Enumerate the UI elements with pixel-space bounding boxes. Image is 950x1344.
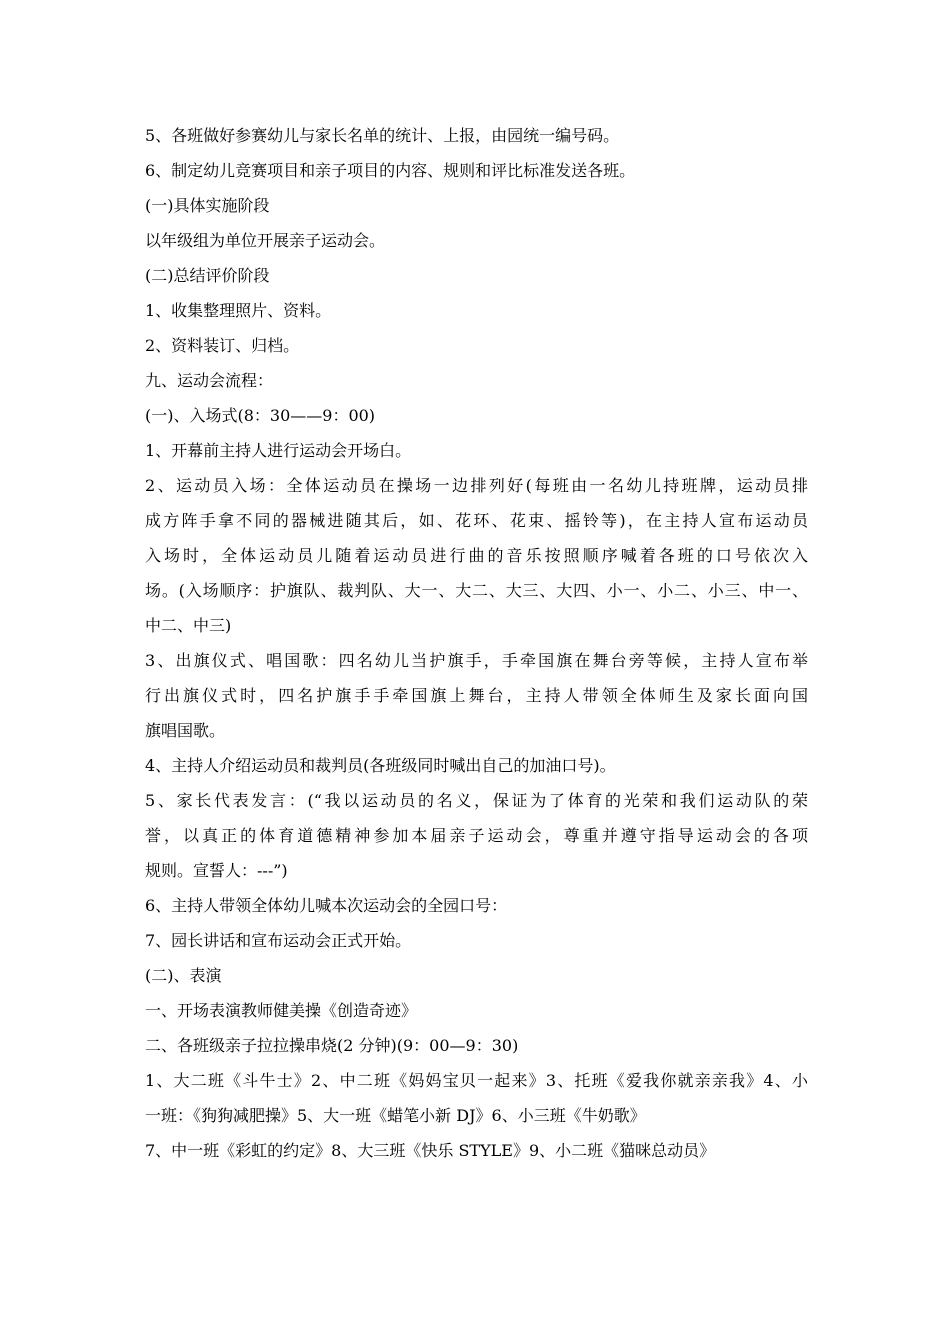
text-line: 中二、中三) xyxy=(145,616,232,635)
text-line: 二、各班级亲子拉拉操串烧(2 分钟)(9：00—9：30) xyxy=(145,1036,519,1055)
text-line: 誉，以真正的体育道德精神参加本届亲子运动会，尊重并遵守指导运动会的各项 xyxy=(145,826,808,845)
text-line: 九、运动会流程： xyxy=(145,371,274,390)
text-line: 5、各班做好参赛幼儿与家长名单的统计、上报，由园统一编号码。 xyxy=(145,126,620,145)
document-body xyxy=(145,118,808,1168)
text-line: 1、大二班《斗牛士》2、中二班《妈妈宝贝一起来》3、托班《爱我你就亲亲我》4、小 xyxy=(145,1071,808,1090)
text-line: 7、园长讲话和宣布运动会正式开始。 xyxy=(145,931,412,950)
text-line: 以年级组为单位开展亲子运动会。 xyxy=(145,231,386,250)
text-line: 7、中一班《彩虹的约定》8、大三班《快乐 STYLE》9、小二班《猫咪总动员》 xyxy=(145,1141,716,1160)
text-line: (一)、入场式(8：30——9：00) xyxy=(145,406,376,425)
text-line: (二)总结评价阶段 xyxy=(145,266,270,285)
text-line: 4、主持人介绍运动员和裁判员(各班级同时喊出自己的加油口号)。 xyxy=(145,756,616,775)
text-line: 1、开幕前主持人进行运动会开场白。 xyxy=(145,441,412,460)
text-line: 1、收集整理照片、资料。 xyxy=(145,301,332,320)
text-line: 旗唱国歌。 xyxy=(145,721,226,740)
text-line: 规则。宣誓人：---”) xyxy=(145,861,288,880)
text-line: 成方阵手拿不同的器械进随其后，如、花环、花束、摇铃等)，在主持人宣布运动员 xyxy=(145,511,808,530)
text-line: 行出旗仪式时，四名护旗手手牵国旗上舞台，主持人带领全体师生及家长面向国 xyxy=(145,686,808,705)
text-line: 5、家长代表发言：(“我以运动员的名义，保证为了体育的光荣和我们运动队的荣 xyxy=(145,791,808,810)
text-line: 3、出旗仪式、唱国歌：四名幼儿当护旗手，手牵国旗在舞台旁等候，主持人宣布举 xyxy=(145,651,808,670)
text-line: 2、运动员入场：全体运动员在操场一边排列好(每班由一名幼儿持班牌，运动员排 xyxy=(145,476,808,495)
text-line: 一班：《狗狗减肥操》5、大一班《蜡笔小新 DJ》6、小三班《牛奶歌》 xyxy=(145,1106,646,1125)
text-line: (一)具体实施阶段 xyxy=(145,196,270,215)
text-line: 入场时，全体运动员儿随着运动员进行曲的音乐按照顺序喊着各班的口号依次入 xyxy=(145,546,808,565)
text-line: 一、开场表演教师健美操《创造奇迹》 xyxy=(145,1001,418,1020)
text-line: 场。(入场顺序：护旗队、裁判队、大一、大二、大三、大四、小一、小二、小三、中一、 xyxy=(145,581,808,600)
text-line: 6、制定幼儿竞赛项目和亲子项目的内容、规则和评比标准发送各班。 xyxy=(145,161,636,180)
text-line: (二)、表演 xyxy=(145,966,222,985)
text-line: 2、资料装订、归档。 xyxy=(145,336,300,355)
text-line: 6、主持人带领全体幼儿喊本次运动会的全园口号： xyxy=(145,896,508,915)
